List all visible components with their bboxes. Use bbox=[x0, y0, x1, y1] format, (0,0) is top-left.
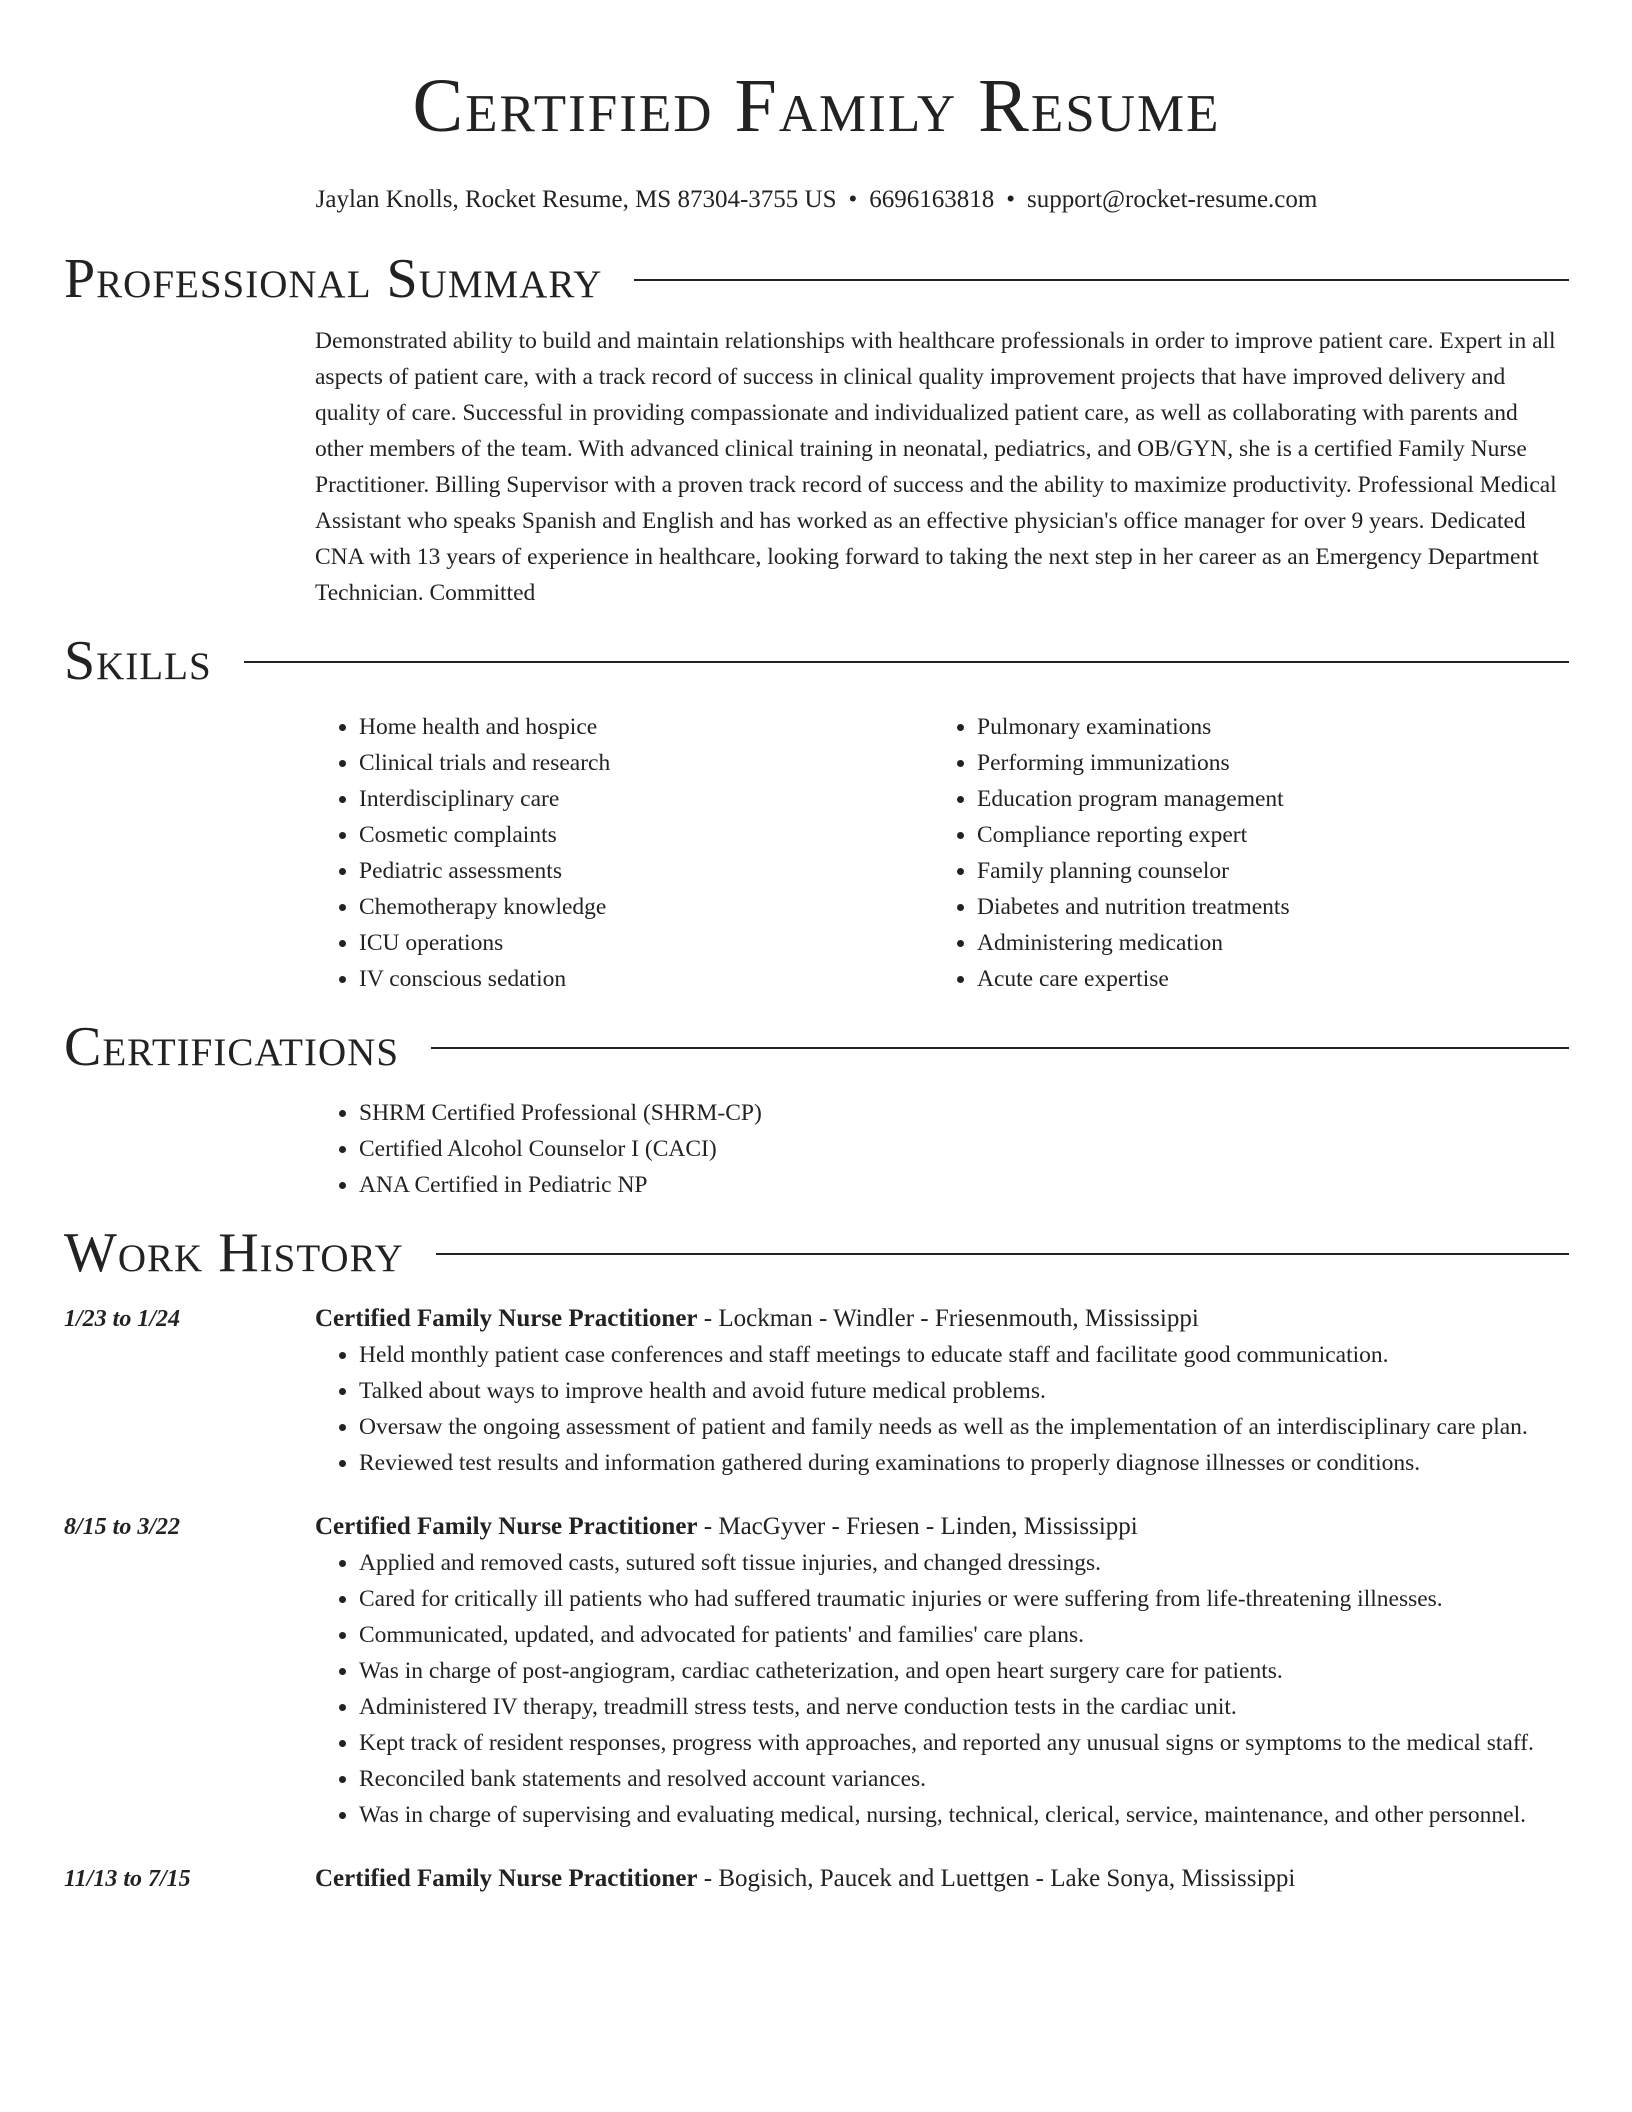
job-details bbox=[315, 1301, 1569, 1481]
job-bullet: • Held monthly patient case conferences and staff meetings to educate staff and facilitate good communication. bbox=[359, 1337, 1569, 1373]
work-heading: Work History bbox=[64, 1222, 404, 1284]
contact-line bbox=[64, 184, 1569, 216]
job-bullet: • Oversaw the ongoing assessment of patient and family needs as well as the implementation of an interdisciplinary care plan. bbox=[359, 1409, 1569, 1445]
job-bullet: • Communicated, updated, and advocated for patients' and families' care plans. bbox=[359, 1617, 1569, 1653]
job-bullet: • Was in charge of supervising and evaluating medical, nursing, technical, clerical, service, maintenance, and other personnel. bbox=[359, 1797, 1569, 1833]
skill-item: • Home health and hospice bbox=[359, 709, 933, 745]
skill-item: • Pulmonary examinations bbox=[977, 709, 1569, 745]
job-bullet: • Was in charge of post-angiogram, cardiac catheterization, and open heart surgery care for patients. bbox=[359, 1653, 1569, 1689]
certifications-section-header bbox=[64, 1015, 1569, 1079]
skill-item: • Clinical trials and research bbox=[359, 745, 933, 781]
job-dates: 8/15 to 3/22 bbox=[64, 1514, 181, 1540]
job-details bbox=[315, 1861, 1569, 1897]
skill-item: • Pediatric assessments bbox=[359, 853, 933, 889]
job-dates: 1/23 to 1/24 bbox=[64, 1306, 181, 1332]
section-divider bbox=[634, 279, 1569, 281]
section-divider bbox=[436, 1253, 1569, 1255]
skills-column-left bbox=[315, 709, 933, 997]
job-employer: - Bogisich, Paucek and Luettgen - Lake Sonya, Mississippi bbox=[697, 1865, 1296, 1892]
contact-separator: • bbox=[1006, 186, 1016, 213]
contact-address: Jaylan Knolls, Rocket Resume, MS 87304-3755 US bbox=[315, 186, 837, 213]
summary-heading: Professional Summary bbox=[64, 248, 603, 310]
job-bullet: • Applied and removed casts, sutured soft tissue injuries, and changed dressings. bbox=[359, 1545, 1569, 1581]
skill-item: • Education program management bbox=[977, 781, 1569, 817]
job-employer: - Lockman - Windler - Friesenmouth, Mississippi bbox=[697, 1305, 1199, 1332]
skill-item: • Family planning counselor bbox=[977, 853, 1569, 889]
contact-email: support@rocket-resume.com bbox=[1027, 186, 1318, 213]
certification-item: • SHRM Certified Professional (SHRM-CP) bbox=[359, 1095, 1569, 1131]
skill-item: • Compliance reporting expert bbox=[977, 817, 1569, 853]
skills-list bbox=[315, 709, 1569, 997]
certifications-heading: Certifications bbox=[64, 1016, 400, 1078]
work-history-list bbox=[64, 1301, 1569, 1897]
job-bullet: • Kept track of resident responses, progress with approaches, and reported any unusual signs or symptoms to the medical staff. bbox=[359, 1725, 1569, 1761]
section-divider bbox=[431, 1047, 1569, 1049]
skill-item: • IV conscious sedation bbox=[359, 961, 933, 997]
job-bullets bbox=[315, 1545, 1569, 1833]
skill-item: • ICU operations bbox=[359, 925, 933, 961]
job-entry bbox=[64, 1301, 1569, 1481]
skill-item: • Performing immunizations bbox=[977, 745, 1569, 781]
job-details bbox=[315, 1509, 1569, 1833]
job-bullet: • Cared for critically ill patients who had suffered traumatic injuries or were suffering from life-threatening illnesses. bbox=[359, 1581, 1569, 1617]
resume-title: Certified Family Resume bbox=[412, 64, 1221, 148]
certifications-bullets bbox=[315, 1095, 1569, 1203]
job-bullet: • Administered IV therapy, treadmill stress tests, and nerve conduction tests in the cardiac unit. bbox=[359, 1689, 1569, 1725]
job-title: Certified Family Nurse Practitioner bbox=[315, 1305, 698, 1332]
skill-item: • Interdisciplinary care bbox=[359, 781, 933, 817]
summary-text: Demonstrated ability to build and maintain relationships with healthcare professionals in order to improve patient care. Expert in all aspects of patient care, with a track record of success in clinical quality improvement projects that have improved delivery and quality of care. Successful in providing compassionate and individualized patient care, as well as collaborating with parents and other members of the team. With advanced clinical training in neonatal, pediatrics, and OB/GYN, she is a certified Family Nurse Practitioner. Billing Supervisor with a proven track record of success and the ability to maximize productivity. Professional Medical Assistant who speaks Spanish and English and has worked as an effective physician's office manager for over 9 years. Dedicated CNA with 13 years of experience in healthcare, looking forward to taking the next step in her career as an Emergency Department Technician. Committed bbox=[315, 328, 1557, 606]
job-title: Certified Family Nurse Practitioner bbox=[315, 1513, 698, 1540]
job-header bbox=[315, 1861, 1569, 1897]
job-bullet: • Reconciled bank statements and resolved account variances. bbox=[359, 1761, 1569, 1797]
summary-body bbox=[315, 323, 1569, 611]
skill-item: • Diabetes and nutrition treatments bbox=[977, 889, 1569, 925]
skill-item: • Chemotherapy knowledge bbox=[359, 889, 933, 925]
summary-section-header bbox=[64, 247, 1569, 311]
job-dates: 11/13 to 7/15 bbox=[64, 1866, 191, 1892]
job-employer: - MacGyver - Friesen - Linden, Mississippi bbox=[697, 1513, 1138, 1540]
job-entry bbox=[64, 1861, 1569, 1897]
section-divider bbox=[244, 661, 1569, 663]
job-entry bbox=[64, 1509, 1569, 1833]
job-header bbox=[315, 1301, 1569, 1337]
certification-item: • Certified Alcohol Counselor I (CACI) bbox=[359, 1131, 1569, 1167]
skill-item: • Acute care expertise bbox=[977, 961, 1569, 997]
contact-phone: 6696163818 bbox=[869, 186, 995, 213]
skills-heading: Skills bbox=[64, 630, 212, 692]
job-header bbox=[315, 1509, 1569, 1545]
skills-section-header bbox=[64, 629, 1569, 693]
job-title: Certified Family Nurse Practitioner bbox=[315, 1865, 698, 1892]
job-bullet: • Reviewed test results and information gathered during examinations to properly diagnose illnesses or conditions. bbox=[359, 1445, 1569, 1481]
job-bullets bbox=[315, 1337, 1569, 1481]
work-section-header bbox=[64, 1221, 1569, 1285]
skill-item: • Administering medication bbox=[977, 925, 1569, 961]
skill-item: • Cosmetic complaints bbox=[359, 817, 933, 853]
contact-separator: • bbox=[848, 186, 858, 213]
job-bullet: • Talked about ways to improve health and avoid future medical problems. bbox=[359, 1373, 1569, 1409]
skills-column-right bbox=[933, 709, 1569, 997]
certification-item: • ANA Certified in Pediatric NP bbox=[359, 1167, 1569, 1203]
certifications-list bbox=[315, 1095, 1569, 1203]
